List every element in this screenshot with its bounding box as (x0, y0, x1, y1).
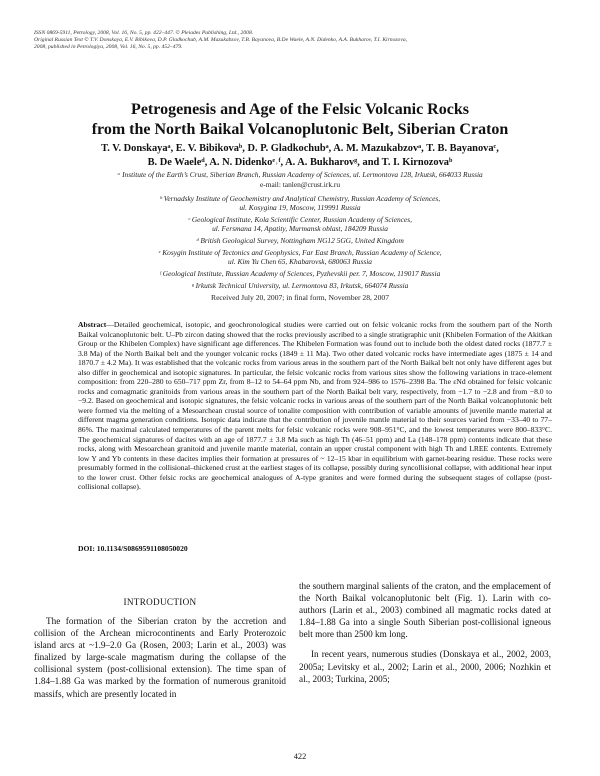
affiliation-c: ᶜ Geological Institute, Kola Scientific Center, Russian Academy of Sciences, (188, 215, 412, 224)
affiliation-f: ᶠ Geological Institute, Russian Academy of Sciences, Pyzhevskii per. 7, Moscow, 119017 Russia (159, 269, 441, 278)
right-paragraph-2: In recent years, numerous studies (Donskaya et al., 2002, 2003, 2005a; Levitsky et al., 2002; Larin et al., 2000, 2006; Nozhkin et al., 2003; Turkina, 2005; (299, 649, 551, 684)
affiliation-g: ᵍ Irkutsk Technical University, ul. Lermontova 83, Irkutsk, 664074 Russia (191, 281, 409, 290)
journal-header-line-1: ISSN 0869-5911, Petrology, 2008, Vol. 16, No. 5, pp. 422–447. © Pleiades Publishing, Ltd., 2008. (34, 30, 254, 36)
right-column (299, 580, 551, 685)
authors-line-2: B. De Waeleᵈ, A. N. Didenkoᵉ˒ᶠ, A. A. Bukharovᵍ, and T. I. Kirnozovaᵇ (147, 157, 453, 168)
affiliation-d: ᵈ British Geological Survey, Nottingham NG12 5GG, United Kingdom (196, 236, 404, 245)
page-number: 422 (293, 752, 307, 761)
received-date: Received July 20, 2007; in final form, November 28, 2007 (211, 293, 389, 302)
journal-header-line-2: Original Russian Text © T.V. Donskaya, E.V. Bibikova, D.P. Gladkochub, A.M. Mazukabzov, T.B. Bayanova, B.De Waele, A.N. Didenko, A.A. Bukharov, T.I. Kirnozova, (34, 37, 408, 43)
affiliation-c-address: ul. Fersmana 14, Apatity, Murmansk oblast, 184209 Russia (212, 224, 388, 233)
abstract-label: Abstract (78, 320, 107, 329)
section-heading-introduction: INTRODUCTION (123, 597, 197, 607)
left-column (34, 615, 286, 700)
paper-title-line-1: Petrogenesis and Age of the Felsic Volcanic Rocks (131, 101, 469, 118)
affiliation-b-address: ul. Kosygina 19, Moscow, 119991 Russia (239, 203, 361, 212)
journal-header-line-3: 2008, published in Petrologiya, 2008, Vol. 16, No. 5, pp. 452–479. (34, 44, 183, 50)
affiliation-b: ᵇ Vernadsky Institute of Geochemistry and Analytical Chemistry, Russian Academy of Sciences, (159, 194, 441, 203)
authors-line-1: T. V. Donskayaᵃ, E. V. Bibikovaᵇ, D. P. Gladkochubᵃ, A. M. Mazukabzovᵃ, T. B. Bayanovaᶜ, (101, 143, 499, 154)
affiliation-a: ᵃ Institute of the Earth’s Crust, Siberian Branch, Russian Academy of Sciences, ul. Lermontova 128, Irkutsk, 664033 Russia (117, 170, 483, 179)
affiliation-e: ᵉ Kosygin Institute of Tectonics and Geophysics, Far East Branch, Russian Academy of Science, (158, 248, 442, 257)
abstract-text: —Detailed geochemical, isotopic, and geochronological studies were carried out on felsic volcanic rocks from the southern part of the North Baikal volcanoplutonic belt. U–Pb zircon dating showed that the rocks previously ascribed to a single stratigraphic unit (Khibelen Formation of the Akitkan Group or the Khibelen Complex) have significant age differences. The Khibelen Formation was found out to include both the oldest dated rocks (1877.7 ± 3.8 Ma) of the North Baikal belt and the younger volcanic rocks (1849 ± 11 Ma). Two other dated volcanic rocks have intermediate ages (1875 ± 14 and 1870.7 ± 4.2 Ma). It was established that the volcanic rocks from various areas in the southern part of the North Baikal belt not only have different ages but also differ in geochemical and isotopic signatures. In particular, the felsic volcanic rocks from various sites show the following variations in trace-element composition: from 220–280 to 650–717 ppm Zr, from 8–12 to 54–64 ppm Nb, and from 924–986 to 1576–2398 Ba. The εNd obtained for felsic volcanic rocks and comagmatic granitoids from various areas in the southern part of the North Baikal belt vary, respectively, from −1.7 to −2.8 and from −8.0 to −9.2. Based on geochemical and isotopic signatures, the felsic volcanic rocks in various areas of the southern part of the North Baikal volcanoplutonic belt were formed via the melting of a Mesoarchean crustal source of tonalite composition with contribution of variable amounts of juvenile mantle material at different magma generation conditions. Isotopic data indicate that the contribution of juvenile mantle material to their sources varied from −33–40 to 77–86%. The maximal calculated temperatures of the parent melts for felsic volcanic rocks were 908–951°C, and the lowest temperatures were 800–833°C. The geochemical signatures of dacites with an age of 1877.7 ± 3.8 Ma such as high Th (46–51 ppm) and La (148–178 ppm) contents indicate that these rocks, along with Mesoarchean granitoid and juvenile mantle material, contain an upper crustal component with high Th and LREE contents. Extremely low Y and Yb contents in these dacites implies their formation at pressures of ~ 12–15 kbar in equilibrium with garnet-bearing residue. These rocks were presumably formed in the collisional–thickened crust at the earliest stages of its collapse, possibly during syncollisional collapse, with additional hear input to the lower crust. Other felsic rocks are geochemical analogues of A-type granites and were formed during the subsequent stages of collapse (post-collisional collapse). (78, 320, 552, 492)
affiliation-e-address: ul. Kim Yu Chen 65, Khabarovsk, 680063 Russia (228, 257, 372, 266)
abstract (78, 320, 552, 492)
doi: DOI: 10.1134/S0869591108050020 (78, 544, 188, 553)
paper-title-line-2: from the North Baikal Volcanoplutonic Belt, Siberian Craton (91, 121, 509, 138)
left-paragraph-1: The formation of the Siberian craton by the accretion and collision of the Archean microcontinents and Early Proterozoic island arcs at ~1.9–2.0 Ga (Rosen, 2003; Larin et al., 2003) was finalized by large-scale magmatism during the collapse of the collisional system (post-collisional extension). The time span of 1.84–1.88 Ga was marked by the formation of numerous granitoid massifs, which are presently located in (34, 616, 286, 699)
author-email: e-mail: tanlen@crust.irk.ru (259, 180, 341, 189)
right-paragraph-1: the southern marginal salients of the craton, and the emplacement of the North Baikal volcanoplutonic belt (Fig. 1). Larin with co-authors (Larin et al., 2003) combined all magmatic rocks dated at 1.84–1.88 Ga into a single South Siberian post-collisional igneous belt more than 2500 km long. (299, 581, 551, 640)
